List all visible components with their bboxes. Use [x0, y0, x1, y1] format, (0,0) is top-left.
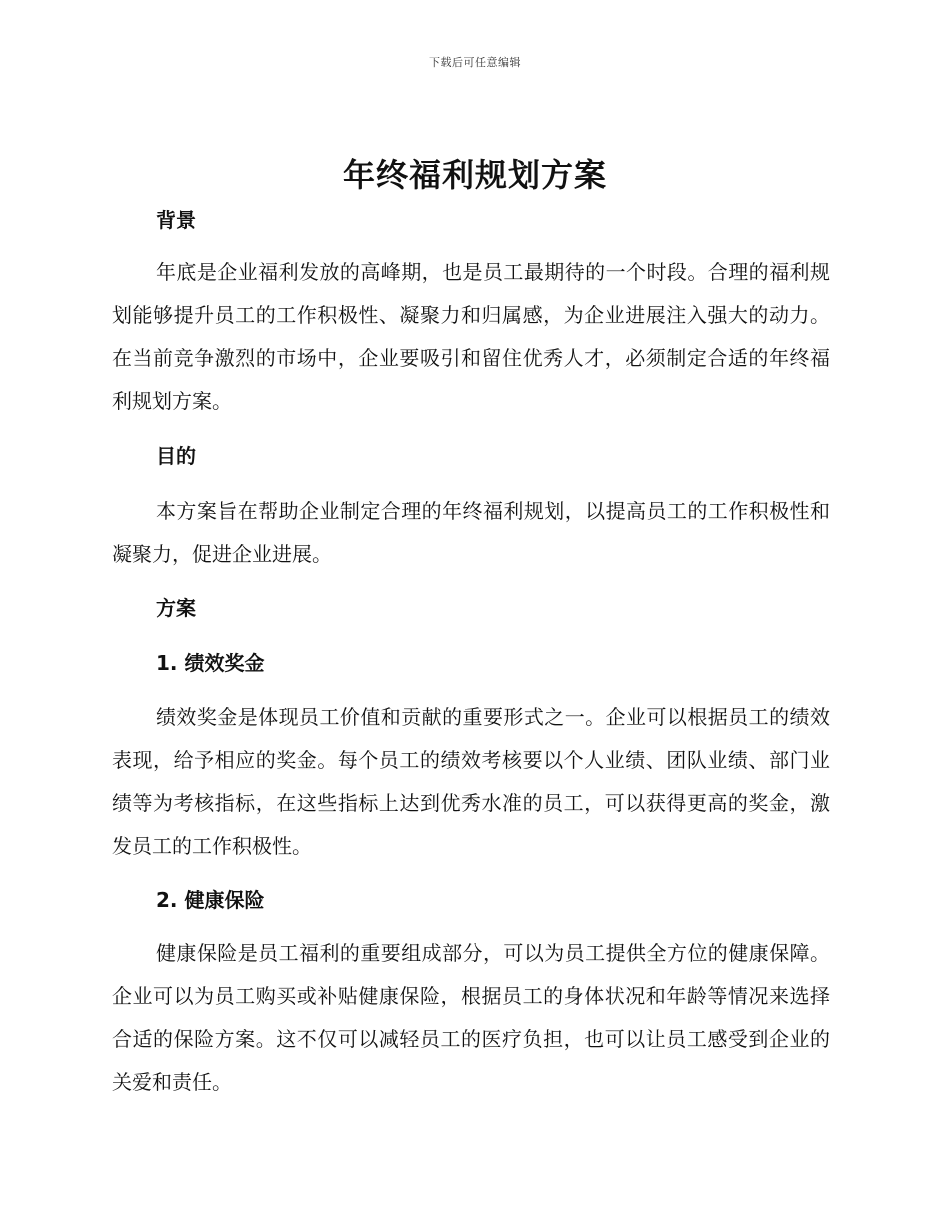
section-background-body — [112, 251, 830, 423]
section-plan-heading-wrap — [112, 594, 830, 622]
subsection-heading-health-insurance: 2. 健康保险 — [156, 888, 265, 912]
subsection-1-heading-wrap — [112, 649, 830, 677]
section-heading-plan: 方案 — [156, 596, 196, 620]
section-heading-purpose: 目的 — [156, 444, 196, 468]
section-purpose-body — [112, 490, 830, 576]
paragraph-health-insurance: 健康保险是员工福利的重要组成部分，可以为员工提供全方位的健康保障。企业可以为员工购买或补贴健康保险，根据员工的身体状况和年龄等情况来选择合适的保险方案。这不仅可以减轻员工的医疗负担，也可以让员工感受到企业的关爱和责任。 — [112, 941, 830, 1094]
section-heading-background: 背景 — [156, 208, 196, 232]
section-background-heading-wrap — [112, 206, 830, 234]
subsection-2-body — [112, 932, 830, 1104]
subsection-2-heading-wrap — [112, 886, 830, 914]
paragraph-performance-bonus: 绩效奖金是体现员工价值和贡献的重要形式之一。企业可以根据员工的绩效表现，给予相应的奖金。每个员工的绩效考核要以个人业绩、团队业绩、部门业绩等为考核指标，在这些指标上达到优秀水准的员工，可以获得更高的奖金，激发员工的工作积极性。 — [112, 705, 830, 858]
subsection-heading-performance-bonus: 1. 绩效奖金 — [156, 651, 265, 675]
paragraph-background: 年底是企业福利发放的高峰期，也是员工最期待的一个时段。合理的福利规划能够提升员工的工作积极性、凝聚力和归属感，为企业进展注入强大的动力。在当前竞争激烈的市场中，企业要吸引和留住优秀人才，必须制定合适的年终福利规划方案。 — [112, 260, 830, 413]
section-purpose-heading-wrap — [112, 442, 830, 470]
header-note: 下载后可任意编辑 — [429, 56, 521, 69]
document-title: 年终福利规划方案 — [342, 156, 607, 194]
subsection-1-body — [112, 696, 830, 868]
paragraph-purpose: 本方案旨在帮助企业制定合理的年终福利规划，以提高员工的工作积极性和凝聚力，促进企业进展。 — [112, 499, 830, 566]
